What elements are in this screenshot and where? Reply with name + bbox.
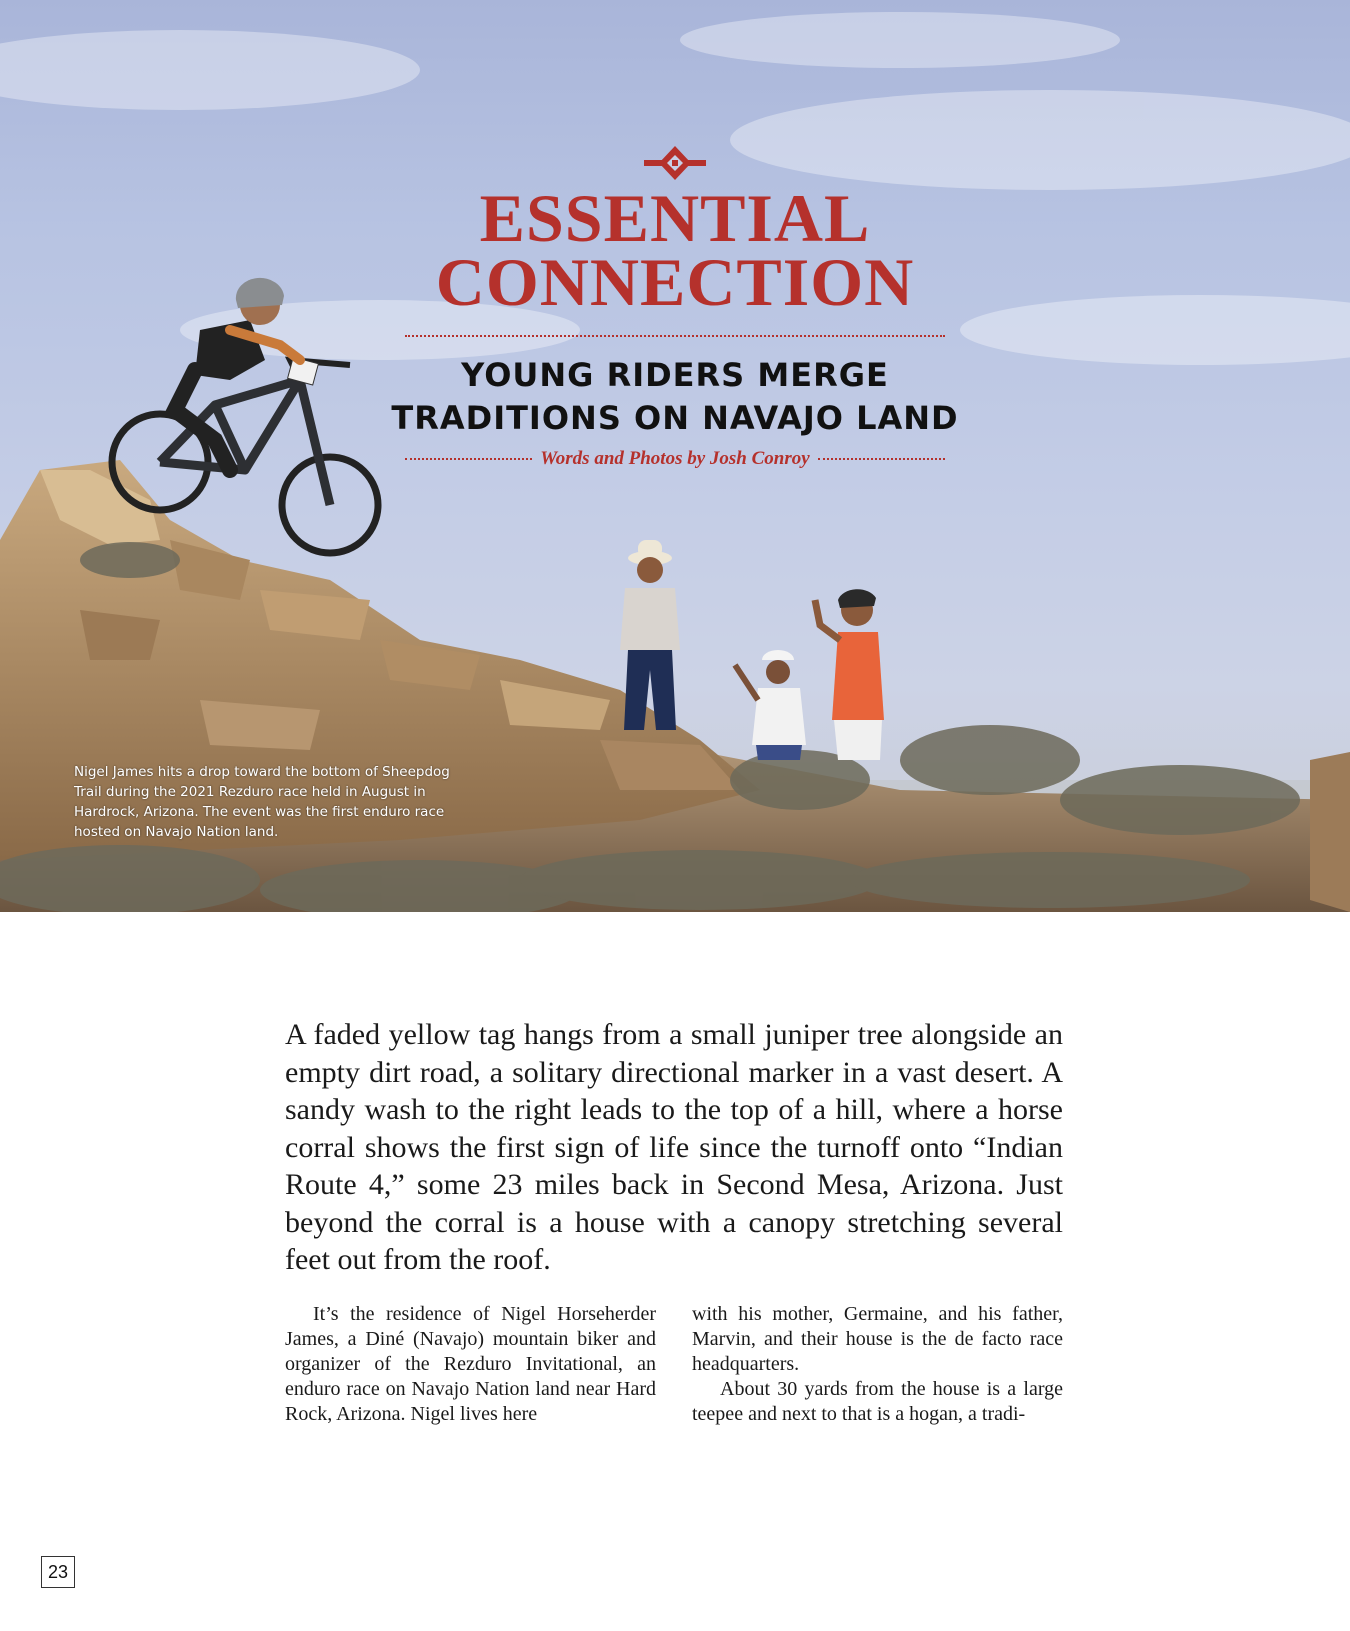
byline: Words and Photos by Josh Conroy [540,448,810,469]
subtitle-line-1: YOUNG RIDERS MERGE [461,356,889,394]
navajo-diamond-emblem-icon [644,146,706,180]
spectator-rider [815,589,884,760]
subtitle-line-2: TRADITIONS ON NAVAJO LAND [391,399,959,437]
article-title [380,180,970,320]
byline-row [405,448,945,470]
byline-divider-right [818,458,945,460]
body-column-2 [692,1302,1063,1427]
title-line-2: CONNECTION [435,244,915,320]
body-columns [285,1302,1063,1427]
body-paragraph-1-continued: with his mother, Germaine, and his father, Marvin, and their house is the de facto race headquarters. [692,1303,1063,1375]
body-paragraph-2: About 30 yards from the house is a large teepee and next to that is a hogan, a tradi- [692,1378,1063,1425]
title-divider [405,335,945,337]
lede-paragraph: A faded yellow tag hangs from a small juniper tree alongside an empty dirt road, a solitary directional marker in a vast desert. A sandy wash to the right leads to the top of a hill, where a horse corral shows the first sign of life since the turnoff onto “Indian Route 4,” some 23 miles back in Second Mesa, Arizona. Just beyond the corral is a house with a canopy stretching several feet out from the roof. [285,1018,1063,1276]
article-subtitle [380,354,970,440]
photo-caption: Nigel James hits a drop toward the bottom of Sheepdog Trail during the 2021 Rezduro race held in August in Hardrock, Arizona. The event was the first enduro race hosted on Navajo Nation land. [74,764,450,840]
body-paragraph-1: It’s the residence of Nigel Horseherder James, a Diné (Navajo) mountain biker and organizer of the Rezduro Invitational, an enduro race on Navajo Nation land near Hard Rock, Arizona. Nigel lives here [285,1303,656,1425]
title-line-1: ESSENTIAL [479,180,871,256]
body-column-1 [285,1302,656,1427]
page-number: 23 [41,1556,75,1588]
spectator-woman [735,650,806,760]
byline-divider-left [405,458,532,460]
spectator-cowboy [620,540,680,730]
